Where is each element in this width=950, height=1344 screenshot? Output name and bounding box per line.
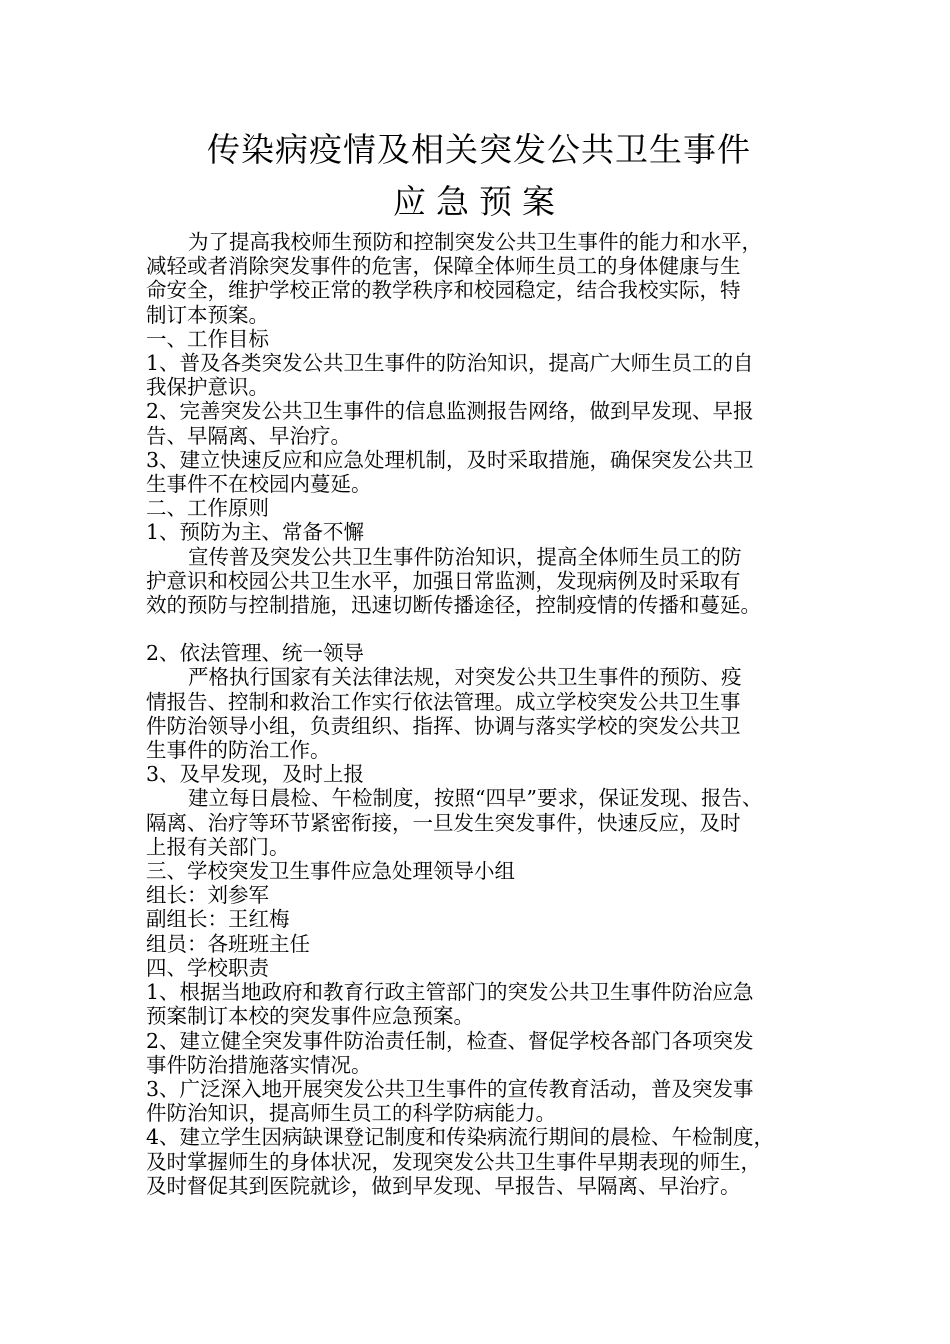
text-line: 副组长：王红梅: [146, 907, 290, 932]
text-line: 及时掌握师生的身体状况，发现突发公共卫生事件早期表现的师生，: [146, 1149, 761, 1174]
text-line: 减轻或者消除突发事件的危害，保障全体师生员工的身体健康与生: [146, 254, 741, 279]
text-line: 我保护意识。: [146, 375, 269, 400]
text-line: 上报有关部门。: [146, 834, 290, 859]
text-line: 件防治知识，提高师生员工的科学防病能力。: [146, 1101, 556, 1126]
text-line: 3、广泛深入地开展突发公共卫生事件的宣传教育活动，普及突发事: [146, 1076, 754, 1101]
document-subtitle: 应急预案: [393, 182, 565, 221]
text-line: 组员：各班班主任: [146, 931, 310, 956]
text-line: 件防治领导小组，负责组织、指挥、协调与落实学校的突发公共卫: [146, 713, 741, 738]
text-line: 严格执行国家有关法律法规，对突发公共卫生事件的预防、疫: [188, 665, 742, 690]
text-line: 命安全，维护学校正常的教学秩序和校园稳定，结合我校实际，特: [146, 278, 741, 303]
document-body: [146, 230, 812, 1198]
text-line: 告、早隔离、早治疗。: [146, 423, 351, 448]
text-line: 一、工作目标: [146, 326, 269, 351]
text-line: 隔离、治疗等环节紧密衔接，一旦发生突发事件，快速反应，及时: [146, 810, 741, 835]
text-line: 建立每日晨检、午检制度，按照“四早”要求，保证发现、报告、: [188, 786, 763, 811]
document-title: 传染病疫情及相关突发公共卫生事件: [207, 130, 751, 169]
text-line: 组长：刘参军: [146, 883, 269, 908]
text-line: 制订本预案。: [146, 302, 269, 327]
text-line: 2、完善突发公共卫生事件的信息监测报告网络，做到早发现、早报: [146, 399, 754, 424]
text-line: [146, 617, 812, 641]
text-line: 预案制订本校的突发事件应急预案。: [146, 1004, 474, 1029]
text-line: 情报告、控制和救治工作实行依法管理。成立学校突发公共卫生事: [146, 689, 741, 714]
text-line: 为了提高我校师生预防和控制突发公共卫生事件的能力和水平，: [188, 230, 762, 254]
text-line: 2、依法管理、统一领导: [146, 641, 365, 666]
text-line: 生事件不在校园内蔓延。: [146, 472, 372, 497]
text-line: 二、工作原则: [146, 496, 269, 521]
text-line: 1、普及各类突发公共卫生事件的防治知识，提高广大师生员工的自: [146, 351, 754, 376]
text-line: 护意识和校园公共卫生水平，加强日常监测，发现病例及时采取有: [146, 568, 741, 593]
text-line: 1、预防为主、常备不懈: [146, 520, 365, 545]
text-line: 生事件的防治工作。: [146, 738, 331, 763]
text-line: 及时督促其到医院就诊，做到早发现、早报告、早隔离、早治疗。: [146, 1173, 741, 1198]
text-line: 效的预防与控制措施，迅速切断传播途径，控制疫情的传播和蔓延。: [146, 593, 761, 618]
text-line: 4、建立学生因病缺课登记制度和传染病流行期间的晨检、午检制度，: [146, 1125, 775, 1150]
text-line: 三、学校突发卫生事件应急处理领导小组: [146, 859, 515, 884]
text-line: 3、建立快速反应和应急处理机制，及时采取措施，确保突发公共卫: [146, 447, 754, 472]
text-line: 事件防治措施落实情况。: [146, 1052, 372, 1077]
text-line: 3、及早发现，及时上报: [146, 762, 365, 787]
text-line: 1、根据当地政府和教育行政主管部门的突发公共卫生事件防治应急: [146, 980, 754, 1005]
text-line: 宣传普及突发公共卫生事件防治知识，提高全体师生员工的防: [188, 544, 742, 569]
text-line: 四、学校职责: [146, 955, 269, 980]
document-page: [146, 124, 812, 1198]
text-line: 2、建立健全突发事件防治责任制，检查、督促学校各部门各项突发: [146, 1028, 754, 1053]
